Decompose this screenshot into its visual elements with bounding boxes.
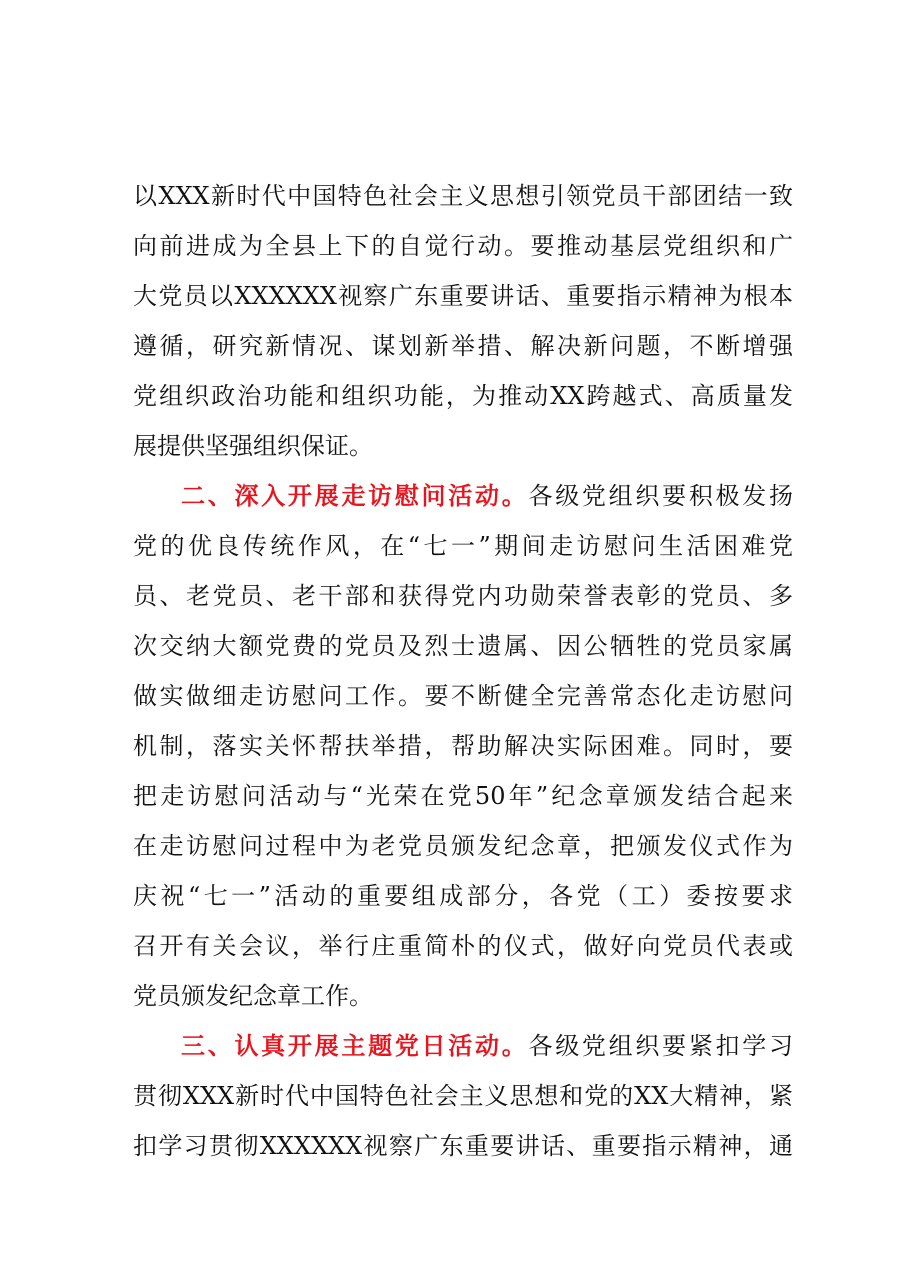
paragraph-line: 大党员以XXXXXX视察广东重要讲话、重要指示精神为根本 [133, 282, 793, 310]
paragraph-line: 扣学习贯彻XXXXXX视察广东重要讲话、重要指示精神，通 [133, 1132, 793, 1160]
section2-first-line-text: 各级党组织要积极发扬 [528, 482, 794, 510]
paragraph-line: 以XXX新时代中国特色社会主义思想引领党员干部团结一致 [133, 182, 793, 210]
paragraph-line: 召开有关会议，举行庄重简朴的仪式，做好向党员代表或 [133, 932, 793, 960]
paragraph-line: 党组织政治功能和组织功能，为推动XX跨越式、高质量发 [133, 382, 793, 410]
paragraph-line: 庆祝“七一”活动的重要组成部分，各党（工）委按要求 [133, 882, 793, 910]
paragraph-line: 次交纳大额党费的党员及烈士遗属、因公牺牲的党员家属 [133, 632, 793, 660]
paragraph-line: 把走访慰问活动与“光荣在党50年”纪念章颁发结合起来 [133, 782, 793, 810]
paragraph-line: 党的优良传统作风，在“七一”期间走访慰问生活困难党 [133, 532, 793, 560]
paragraph-line: 党员颁发纪念章工作。 [133, 982, 373, 1010]
paragraph-line: 贯彻XXX新时代中国特色社会主义思想和党的XX大精神，紧 [133, 1082, 793, 1110]
section3-heading: 三、认真开展主题党日活动。 [181, 1031, 529, 1060]
section2-first-line [181, 476, 793, 516]
section3-first-line-text: 各级党组织要紧扣学习 [528, 1032, 794, 1060]
section3-first-line [181, 1026, 793, 1066]
paragraph-line: 遵循，研究新情况、谋划新举措、解决新问题，不断增强 [133, 332, 793, 360]
paragraph-line: 机制，落实关怀帮扶举措，帮助解决实际困难。同时，要 [133, 732, 793, 760]
paragraph-line: 在走访慰问过程中为老党员颁发纪念章，把颁发仪式作为 [133, 832, 793, 860]
paragraph-line: 展提供坚强组织保证。 [133, 432, 373, 460]
section2-heading: 二、深入开展走访慰问活动。 [181, 481, 529, 510]
paragraph-line: 做实做细走访慰问工作。要不断健全完善常态化走访慰问 [133, 682, 793, 710]
paragraph-line: 员、老党员、老干部和获得党内功勋荣誉表彰的党员、多 [133, 582, 793, 610]
paragraph-line: 向前进成为全县上下的自觉行动。要推动基层党组织和广 [133, 232, 793, 260]
